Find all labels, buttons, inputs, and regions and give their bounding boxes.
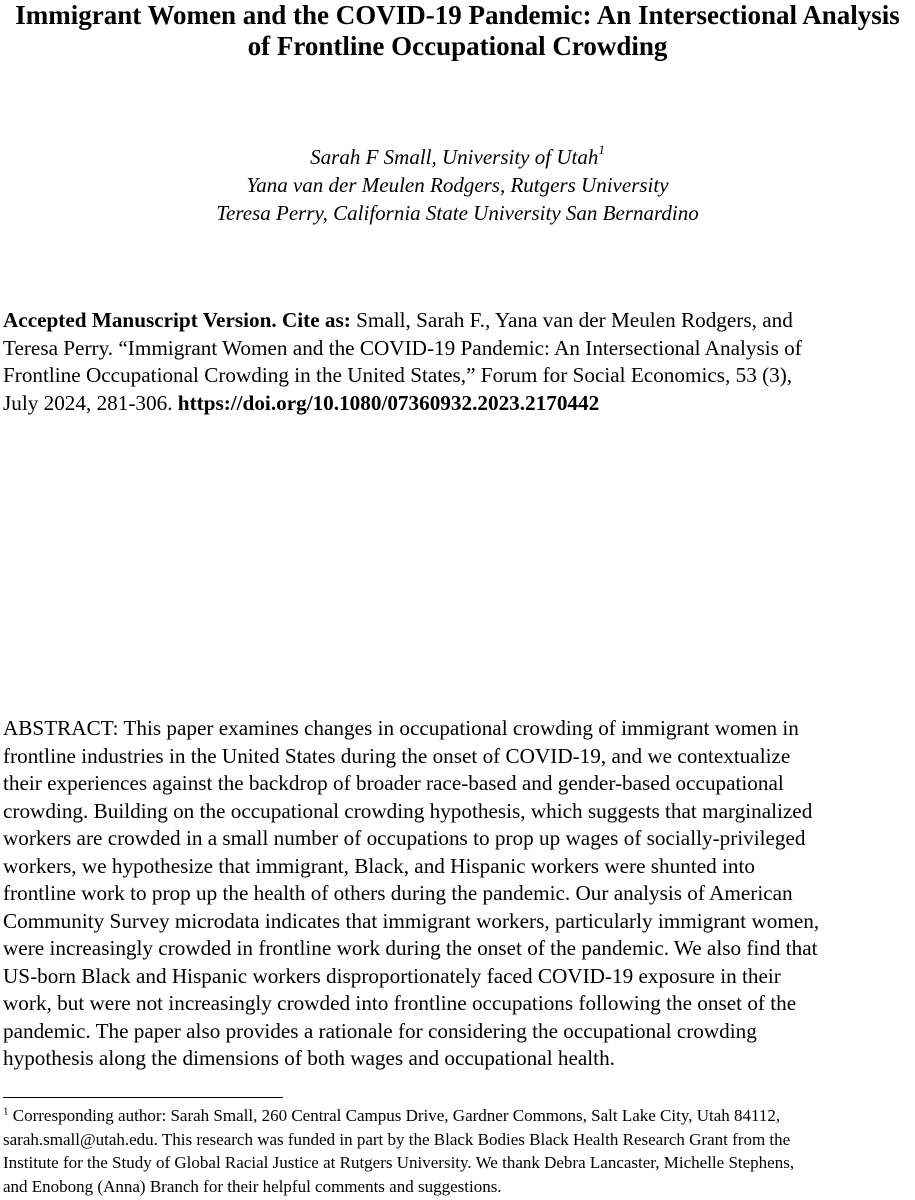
abstract-line: US-born Black and Hispanic workers disproportionately faced COVID-19 exposure in their xyxy=(3,963,781,988)
footnote-line-1-text: Corresponding author: Sarah Small, 260 Central Campus Drive, Gardner Commons, Salt Lake City, Utah 84112, xyxy=(8,1106,781,1125)
title-line-1: Immigrant Women and the COVID-19 Pandemic: An Intersectional Analysis xyxy=(15,0,900,30)
citation-line-4 xyxy=(3,390,908,418)
footnote-line-2: sarah.small@utah.edu. This research was funded in part by the Black Bodies Black Health Research Grant from the xyxy=(3,1129,791,1149)
abstract-line: Community Survey microdata indicates that immigrant workers, particularly immigrant women, xyxy=(3,908,820,933)
doi-link[interactable]: https://doi.org/10.1080/07360932.2023.2170442 xyxy=(177,390,600,415)
citation-line-3: Frontline Occupational Crowding in the United States,” Forum for Social Economics, 53 (3), xyxy=(3,363,793,387)
citation-line-2: Teresa Perry. “Immigrant Women and the COVID-19 Pandemic: An Intersectional Analysis of xyxy=(3,335,802,360)
author-2: Yana van der Meulen Rodgers, Rutgers University xyxy=(246,173,669,197)
footnote-line-3: Institute for the Study of Global Racial Justice at Rutgers University. We thank Debra Lancaster, Michelle Stephens, xyxy=(3,1153,795,1172)
title-line-2: of Frontline Occupational Crowding xyxy=(247,31,668,61)
footnote-line-1 xyxy=(3,1104,913,1128)
author-1 xyxy=(0,143,915,171)
abstract-line: frontline work to prop up the health of others during the pandemic. Our analysis of American xyxy=(3,881,793,905)
abstract-line: their experiences against the backdrop of broader race-based and gender-based occupational xyxy=(3,771,784,795)
abstract-line: hypothesis along the dimensions of both wages and occupational health. xyxy=(3,1046,615,1070)
citation-line-1-text: Small, Sarah F., Yana van der Meulen Rodgers, and xyxy=(350,308,793,332)
citation-block xyxy=(3,307,908,417)
abstract-block xyxy=(3,715,911,1073)
abstract-line: crowding. Building on the occupational crowding hypothesis, which suggests that marginalized xyxy=(3,798,813,823)
abstract-line: frontline industries in the United States during the onset of COVID-19, and we contextualize xyxy=(3,743,791,768)
abstract-line: workers, we hypothesize that immigrant, Black, and Hispanic workers were shunted into xyxy=(3,853,755,878)
abstract-line: pandemic. The paper also provides a rationale for considering the occupational crowding xyxy=(3,1018,757,1043)
author-1-text: Sarah F Small, University of Utah xyxy=(310,145,599,169)
abstract-line: ABSTRACT: This paper examines changes in occupational crowding of immigrant women in xyxy=(3,716,799,740)
footnote-block xyxy=(3,1104,913,1198)
abstract-line: were increasingly crowded in frontline work during the onset of the pandemic. We also find that xyxy=(3,936,818,960)
citation-line-4-text: July 2024, 281-306. xyxy=(3,390,178,415)
citation-bold-lead: Accepted Manuscript Version. Cite as: xyxy=(3,308,351,332)
footnote-mark: 1 xyxy=(3,1105,9,1118)
footnote-divider xyxy=(3,1097,283,1098)
citation-line-1 xyxy=(3,307,908,335)
abstract-line: workers are crowded in a small number of occupations to prop up wages of socially-privileged xyxy=(3,826,806,850)
footnote-line-4: and Enobong (Anna) Branch for their helpful comments and suggestions. xyxy=(3,1176,502,1196)
author-list xyxy=(0,143,915,227)
author-3: Teresa Perry, California State University San Bernardino xyxy=(216,201,699,225)
abstract-line: work, but were not increasingly crowded into frontline occupations following the onset of the xyxy=(3,991,797,1015)
author-1-footnote-mark: 1 xyxy=(598,142,605,157)
paper-title xyxy=(0,0,915,62)
